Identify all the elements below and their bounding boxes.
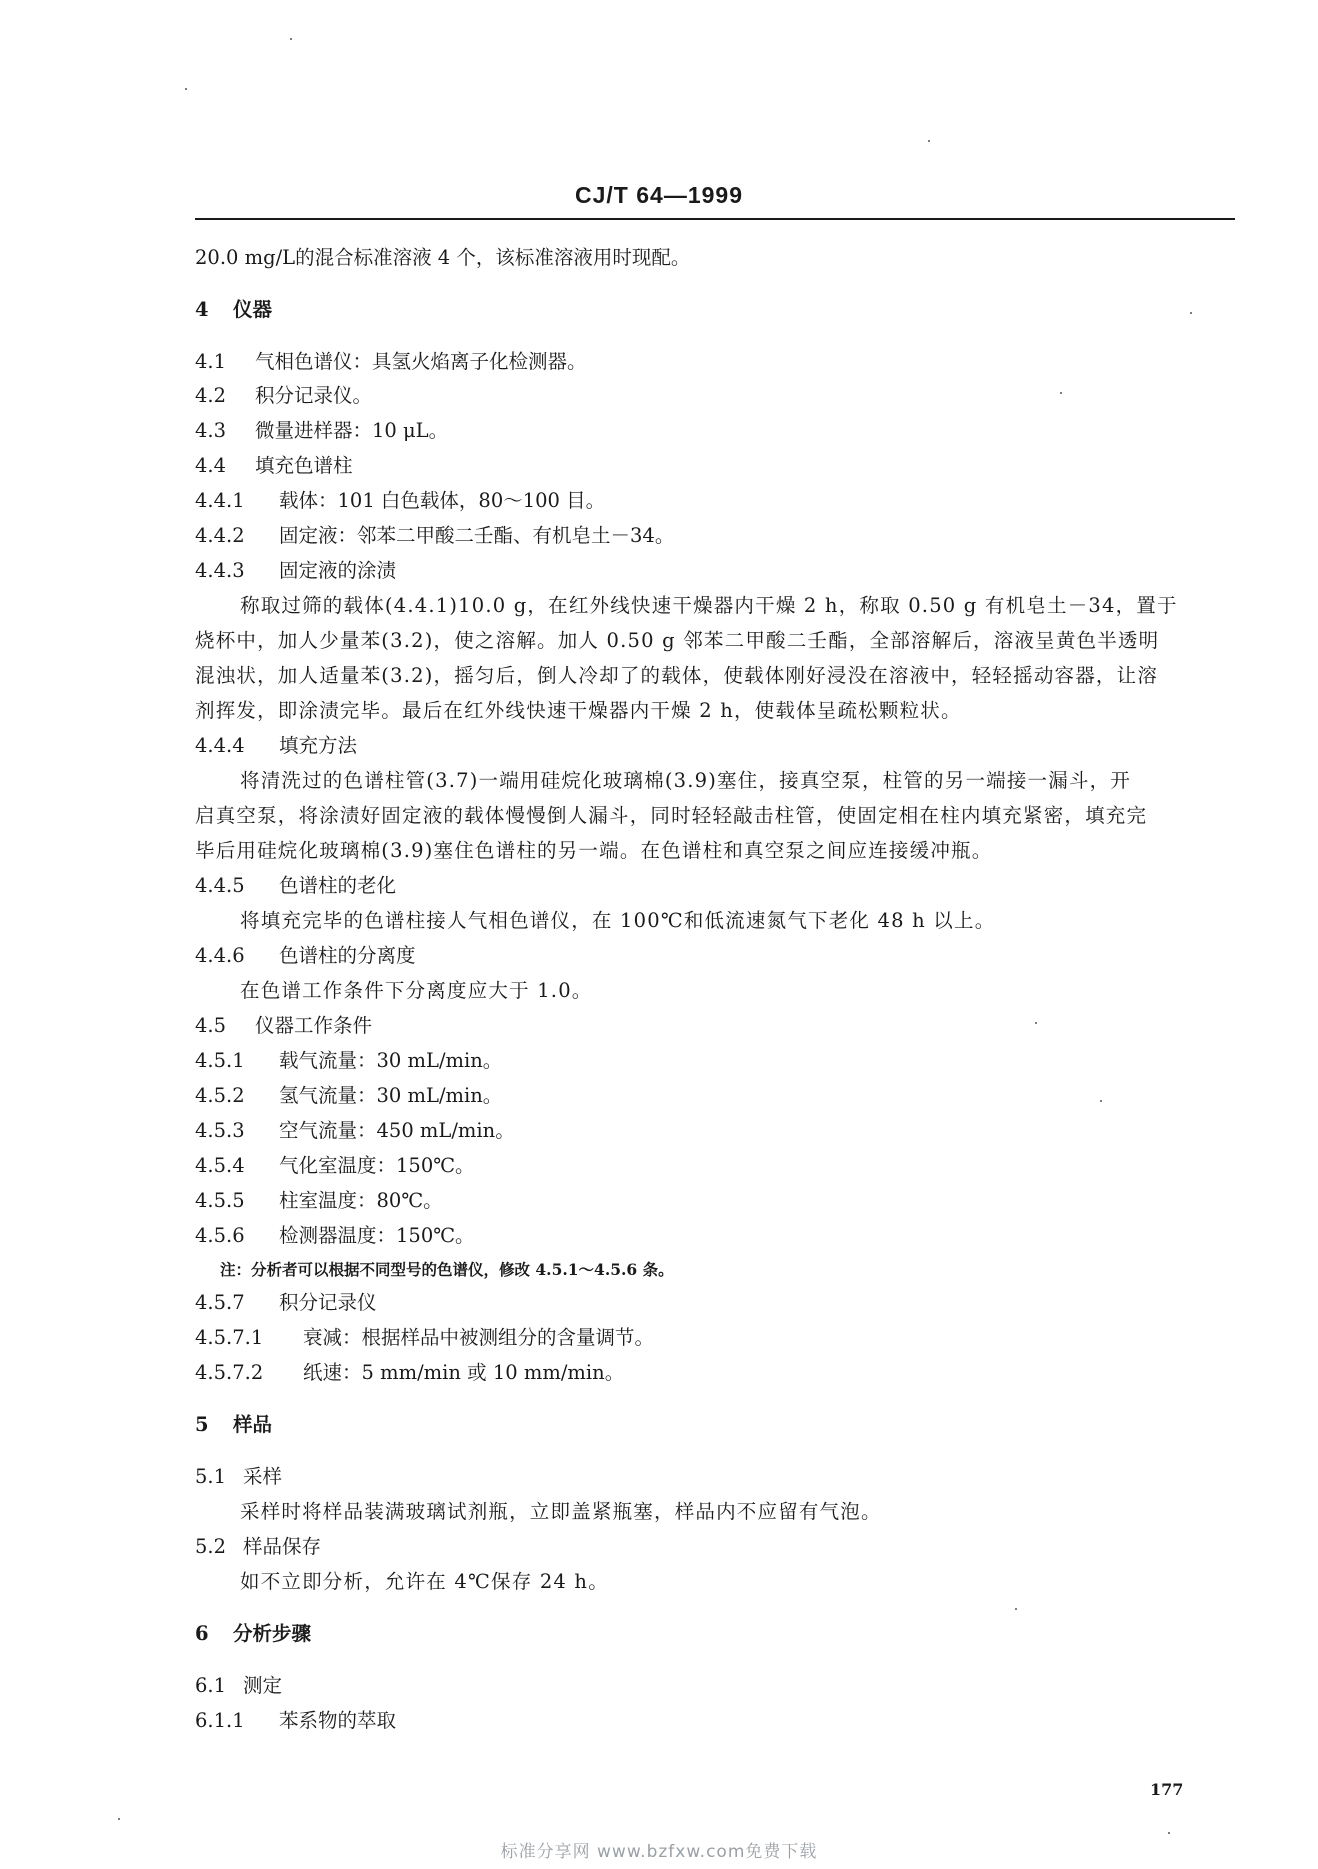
scan-speck [1015,1608,1017,1610]
item-4-5-4: 4.5.4 气化室温度：150℃。 [195,1154,475,1177]
item-4-4: 4.4 填充色谱柱 [195,454,353,477]
scan-speck [1060,392,1062,394]
item-4-4-2: 4.4.2 固定液：邻苯二甲酸二壬酯、有机皂土－34。 [195,524,675,547]
standard-code-header: CJ/T 64—1999 [575,182,743,208]
item-5-1: 5.1 采样 [195,1465,283,1488]
para-4-4-3-line-1: 称取过筛的载体(4.4.1)10.0 g，在红外线快速干燥器内干燥 2 h，称取 0.50 g 有机皂土－34，置于 [240,594,1178,617]
header-rule [195,218,1235,220]
item-6-1: 6.1 测定 [195,1674,283,1697]
item-4-2: 4.2 积分记录仪。 [195,384,373,407]
item-4-5-1: 4.5.1 载气流量：30 mL/min。 [195,1049,503,1072]
item-5-2: 5.2 样品保存 [195,1535,322,1558]
item-4-4-5: 4.4.5 色谱柱的老化 [195,874,397,897]
para-4-4-4-line-3: 毕后用硅烷化玻璃棉(3.9)塞住色谱柱的另一端。在色谱柱和真空泵之间应连接缓冲瓶。 [195,839,993,862]
scan-speck [1190,312,1192,314]
item-4-1: 4.1 气相色谱仪：具氢火焰离子化检测器。 [195,350,587,373]
section-4-heading: 4 仪器 [195,298,273,321]
item-4-5-7: 4.5.7 积分记录仪 [195,1291,377,1314]
para-4-4-3-line-2: 烧杯中，加人少量苯(3.2)，使之溶解。加人 0.50 g 邻苯二甲酸二壬酯，全部溶解后，溶液呈黄色半透明 [195,629,1160,652]
para-4-4-6: 在色谱工作条件下分离度应大于 1.0。 [240,979,593,1002]
para-5-2: 如不立即分析，允许在 4℃保存 24 h。 [240,1570,609,1593]
footer-watermark: 标准分享网 www.bzfxw.com免费下载 [500,1842,818,1862]
intro-line: 20.0 mg/L的混合标准溶液 4 个，该标准溶液用时现配。 [195,246,691,269]
scan-speck [118,1818,120,1820]
para-4-4-3-line-4: 剂挥发，即涂渍完毕。最后在红外线快速干燥器内干燥 2 h，使载体呈疏松颗粒状。 [195,699,962,722]
item-4-4-3: 4.4.3 固定液的涂渍 [195,559,397,582]
page-number: 177 [1150,1780,1184,1799]
section-6-heading: 6 分析步骤 [195,1622,312,1645]
item-4-4-1: 4.4.1 载体：101 白色载体，80～100 目。 [195,489,606,512]
para-4-4-4-line-1: 将清洗过的色谱柱管(3.7)一端用硅烷化玻璃棉(3.9)塞住，接真空泵，柱管的另一端接一漏斗，开 [240,769,1132,792]
para-4-4-4-line-2: 启真空泵，将涂渍好固定液的载体慢慢倒人漏斗，同时轻轻敲击柱管，使固定相在柱内填充紧密，填充完 [195,804,1148,827]
item-4-5-7-2: 4.5.7.2 纸速：5 mm/min 或 10 mm/min。 [195,1361,625,1384]
item-4-5: 4.5 仪器工作条件 [195,1014,373,1037]
item-4-3: 4.3 微量进样器：10 μL。 [195,419,449,442]
scan-speck [185,88,187,90]
para-4-4-3-line-3: 混浊状，加人适量苯(3.2)，摇匀后，倒人冷却了的载体，使载体刚好浸没在溶液中，轻轻摇动容器，让溶 [195,664,1159,687]
scan-speck [290,38,292,40]
item-4-5-2: 4.5.2 氢气流量：30 mL/min。 [195,1084,503,1107]
scan-speck [928,140,930,142]
para-4-4-5: 将填充完毕的色谱柱接人气相色谱仪，在 100℃和低流速氮气下老化 48 h 以上。 [240,909,996,932]
item-4-5-7-1: 4.5.7.1 衰减：根据样品中被测组分的含量调节。 [195,1326,655,1349]
item-4-4-4: 4.4.4 填充方法 [195,734,358,757]
note: 注：分析者可以根据不同型号的色谱仪，修改 4.5.1～4.5.6 条。 [220,1260,674,1279]
item-4-5-5: 4.5.5 柱室温度：80℃。 [195,1189,443,1212]
para-5-1: 采样时将样品装满玻璃试剂瓶，立即盖紧瓶塞，样品内不应留有气泡。 [240,1500,882,1523]
scan-speck [1035,1022,1037,1024]
scan-speck [1100,1100,1102,1102]
item-4-5-6: 4.5.6 检测器温度：150℃。 [195,1224,475,1247]
item-4-4-6: 4.4.6 色谱柱的分离度 [195,944,416,967]
scan-speck [1168,1832,1170,1834]
item-6-1-1: 6.1.1 苯系物的萃取 [195,1709,397,1732]
item-4-5-3: 4.5.3 空气流量：450 mL/min。 [195,1119,515,1142]
section-5-heading: 5 样品 [195,1413,273,1436]
